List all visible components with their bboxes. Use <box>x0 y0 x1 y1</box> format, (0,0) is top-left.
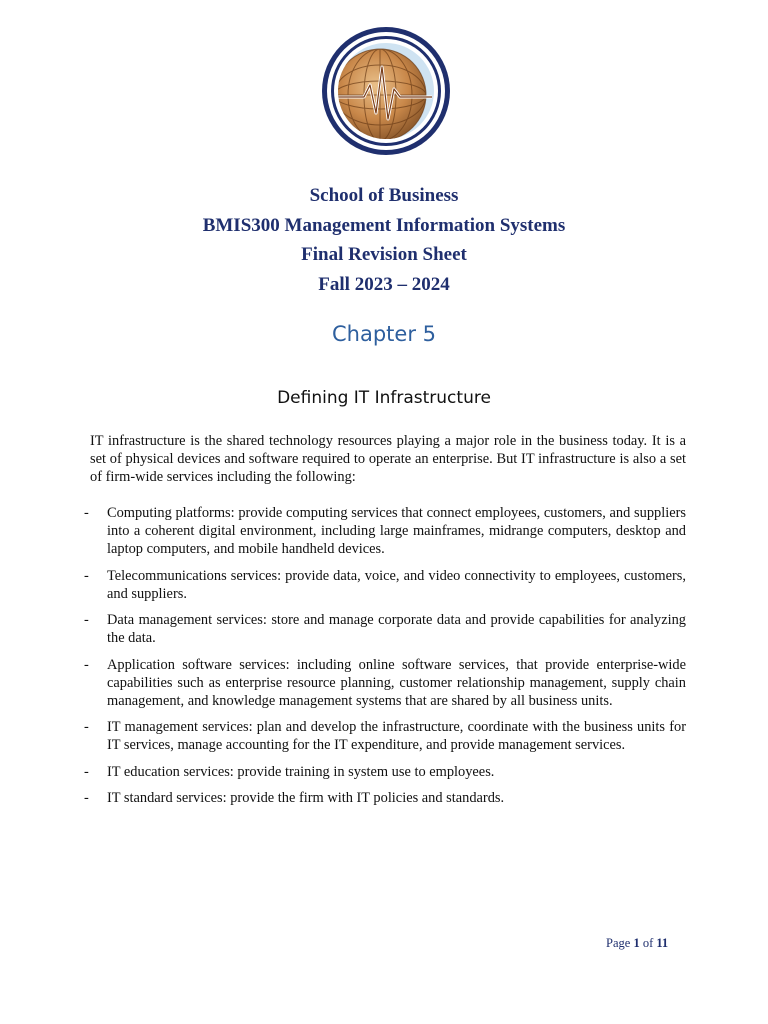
dash-marker: - <box>84 790 89 806</box>
dash-marker: - <box>84 656 89 673</box>
term-label: Fall 2023 – 2024 <box>318 273 450 295</box>
list-item-text: Data management services: store and manage corporate data and provide capabilities for analyzing the data. <box>107 612 686 646</box>
total-pages: 11 <box>656 936 669 950</box>
page-number <box>606 936 668 951</box>
dash-marker: - <box>84 505 89 521</box>
list-item <box>84 611 686 647</box>
intro-paragraph: IT infrastructure is the shared technology resources playing a major role in the business today. It is a set of physical devices and software required to operate an enterprise. But IT infrastructure is also a set of firm-wide services including the following: <box>90 433 686 485</box>
school-name: School of Business <box>309 185 459 206</box>
list-item-text: IT management services: plan and develop the infrastructure, coordinate with the business units for IT services, manage accounting for the IT expenditure, and provide management services. <box>107 719 686 753</box>
list-item <box>84 789 686 807</box>
list-item-text: Computing platforms: provide computing services that connect employees, customers, and suppliers into a coherent digital environment, including large mainframes, midrange computers, desktop and laptop computers, and mobile handheld devices. <box>107 505 686 557</box>
sheet-title: Final Revision Sheet <box>301 244 467 265</box>
of-word: of <box>642 936 654 950</box>
globe-heartbeat-logo-icon <box>320 25 452 157</box>
school-logo <box>320 25 452 157</box>
list-item <box>84 567 686 603</box>
list-item <box>84 504 686 558</box>
services-list <box>84 504 686 816</box>
list-item <box>84 656 686 710</box>
dash-marker: - <box>84 612 89 628</box>
list-item-text: IT education services: provide training in system use to employees. <box>107 763 495 780</box>
list-item-text: Application software services: including online software services, that provide enterprise-wide capabilities such as enterprise resource planning, customer relationship management, supply chain management, and knowledge management systems that are shared by all business units. <box>107 656 686 709</box>
section-heading: Defining IT Infrastructure <box>277 388 491 408</box>
chapter-heading: Chapter 5 <box>332 322 436 346</box>
current-page: 1 <box>633 936 640 950</box>
page-word: Page <box>606 936 631 950</box>
dash-marker: - <box>84 567 89 584</box>
document-header <box>0 181 768 299</box>
dash-marker: - <box>84 719 89 735</box>
course-title: BMIS300 Management Information Systems <box>202 214 566 236</box>
list-item-text: IT standard services: provide the firm with IT policies and standards. <box>107 790 505 806</box>
dash-marker: - <box>84 763 89 780</box>
list-item <box>84 718 686 754</box>
list-item <box>84 763 686 781</box>
list-item-text: Telecommunications services: provide data, voice, and video connectivity to employees, customers, and suppliers. <box>107 567 686 602</box>
